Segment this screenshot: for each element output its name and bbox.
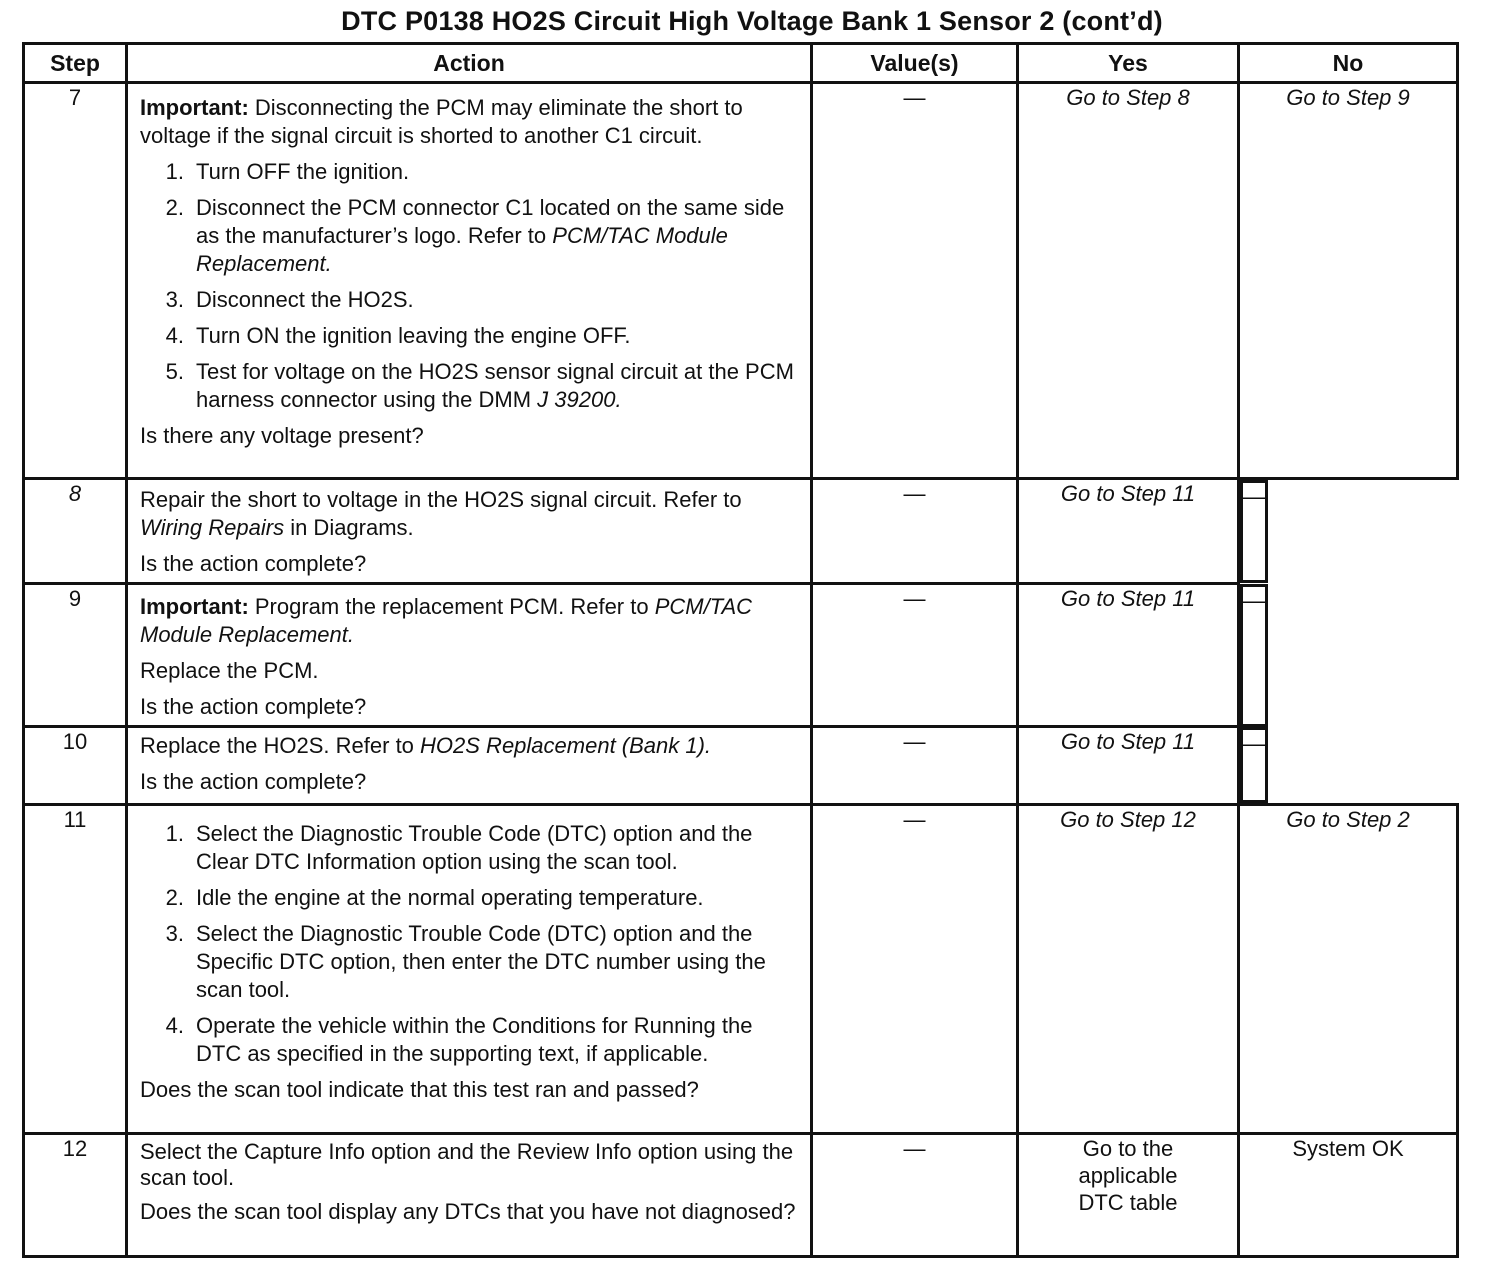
header-step: Step	[24, 44, 127, 83]
list-text: Select the Diagnostic Trouble Code (DTC) option and the Specific DTC option, then enter the DTC number using the scan tool.	[196, 920, 766, 1002]
header-yes: Yes	[1018, 44, 1239, 83]
table-row-step-10	[24, 727, 1458, 805]
no-cell: System OK	[1239, 1133, 1458, 1256]
list-item	[140, 884, 800, 912]
value-cell: —	[812, 1133, 1018, 1256]
list-item	[140, 194, 800, 278]
yes-line-2: applicable	[1078, 1162, 1178, 1188]
list-number: 4.	[165, 1012, 184, 1038]
yes-cell	[1018, 1133, 1239, 1256]
header-row	[24, 44, 1458, 83]
yes-cell: Go to Step 11	[1018, 584, 1239, 727]
list-text: Turn OFF the ignition.	[196, 159, 410, 184]
list-text-part: Disconnect the PCM connector C1 located on the same side as the manufacturer’s logo. Refer to	[196, 195, 785, 248]
list-number: 2.	[165, 195, 184, 220]
value-cell: —	[812, 804, 1018, 1133]
no-cell: —	[1240, 727, 1268, 803]
list-item	[140, 1012, 800, 1068]
important-text: Program the replacement PCM. Refer to	[248, 594, 655, 619]
list-text: Operate the vehicle within the Conditions for Running the DTC as specified in the supporting text, if applicable.	[196, 1012, 753, 1066]
page-title: DTC P0138 HO2S Circuit High Voltage Bank 1 Sensor 2 (cont’d)	[341, 6, 1163, 36]
list-item	[140, 286, 800, 314]
list-text: Turn ON the ignition leaving the engine OFF.	[196, 323, 631, 348]
step-number-text: 8	[68, 481, 82, 506]
list-item	[140, 820, 800, 876]
list-item	[140, 920, 800, 1004]
no-cell: Go to Step 9	[1239, 83, 1458, 479]
important-note	[140, 593, 800, 649]
yes-cell: Go to Step 11	[1018, 727, 1239, 805]
header-values: Value(s)	[812, 44, 1018, 83]
step-number: 7	[24, 83, 127, 479]
action-text-part: Replace the HO2S. Refer to	[140, 733, 421, 758]
question-text: Does the scan tool display any DTCs that you have not diagnosed?	[140, 1198, 796, 1224]
action-cell	[127, 584, 812, 727]
step-number: 11	[24, 804, 127, 1133]
important-label: Important:	[140, 594, 249, 619]
no-cell: Go to Step 2	[1239, 804, 1458, 1133]
action-cell	[127, 479, 812, 584]
action-text: Select the Capture Info option and the Review Info option using the scan tool.	[140, 1138, 794, 1190]
list-text	[196, 194, 800, 278]
reference-link: Wiring Repairs	[140, 515, 285, 540]
question-text: Is the action complete?	[140, 769, 367, 794]
yes-cell: Go to Step 11	[1018, 479, 1239, 584]
table-row-step-7	[24, 83, 1458, 479]
procedure-list	[140, 158, 800, 414]
important-label: Important:	[140, 95, 249, 120]
list-text	[196, 358, 800, 414]
header-no: No	[1239, 44, 1458, 83]
question-text: Is the action complete?	[140, 694, 367, 719]
table-row-step-12	[24, 1133, 1458, 1256]
value-cell: —	[812, 727, 1018, 805]
value-cell: —	[812, 83, 1018, 479]
step-number: 12	[24, 1133, 127, 1256]
question-text: Is there any voltage present?	[140, 423, 424, 448]
list-number: 2.	[165, 884, 184, 910]
reference-link: HO2S Replacement (Bank 1).	[420, 733, 712, 758]
action-cell	[127, 83, 812, 479]
list-number: 3.	[165, 920, 184, 946]
yes-line-3: DTC table	[1078, 1189, 1178, 1215]
table-row-step-9	[24, 584, 1458, 727]
action-cell	[127, 727, 812, 805]
yes-line-1: Go to the	[1082, 1135, 1174, 1161]
list-number: 3.	[165, 287, 184, 312]
list-item	[140, 358, 800, 414]
value-cell: —	[812, 479, 1018, 584]
list-text: Disconnect the HO2S.	[196, 287, 414, 312]
list-item	[140, 322, 800, 350]
action-cell	[127, 1133, 812, 1256]
list-text: Idle the engine at the normal operating temperature.	[196, 884, 704, 910]
list-item	[140, 158, 800, 186]
no-cell: —	[1240, 584, 1268, 727]
question-text: Does the scan tool indicate that this test ran and passed?	[140, 1076, 699, 1102]
important-note	[140, 94, 800, 150]
reference-link: PCM/TAC Module Replacement.	[196, 223, 728, 276]
header-action: Action	[127, 44, 812, 83]
value-cell: —	[812, 584, 1018, 727]
no-cell: —	[1240, 480, 1268, 583]
action-text-part: in Diagrams.	[284, 515, 414, 540]
yes-cell: Go to Step 12	[1018, 804, 1239, 1133]
table-row-step-8	[24, 479, 1458, 584]
list-number: 5.	[165, 359, 184, 384]
action-cell	[127, 804, 812, 1133]
action-text	[140, 732, 800, 760]
list-text: Select the Diagnostic Trouble Code (DTC) option and the Clear DTC Information option using the scan tool.	[196, 820, 753, 874]
reference-link: PCM/TAC Module Replacement.	[140, 594, 753, 647]
list-number: 4.	[165, 323, 184, 348]
step-number: 9	[24, 584, 127, 727]
yes-cell: Go to Step 8	[1018, 83, 1239, 479]
action-text: Replace the PCM.	[140, 658, 319, 683]
step-number	[24, 479, 127, 584]
list-text-part: Test for voltage on the HO2S sensor signal circuit at the PCM harness connector using the DMM	[196, 359, 794, 412]
table-row-step-11	[24, 804, 1458, 1133]
question-text: Is the action complete?	[140, 551, 367, 576]
step-number: 10	[24, 727, 127, 805]
procedure-list	[140, 820, 800, 1068]
action-text-part: Repair the short to voltage in the HO2S signal circuit. Refer to	[140, 487, 742, 512]
important-text: Disconnecting the PCM may eliminate the short to voltage if the signal circuit is shorted to another C1 circuit.	[140, 95, 743, 148]
tool-reference: J 39200.	[537, 387, 622, 412]
diagnostic-table	[22, 42, 1459, 1258]
list-number: 1.	[165, 820, 184, 846]
action-text	[140, 486, 800, 542]
list-number: 1.	[165, 159, 184, 184]
